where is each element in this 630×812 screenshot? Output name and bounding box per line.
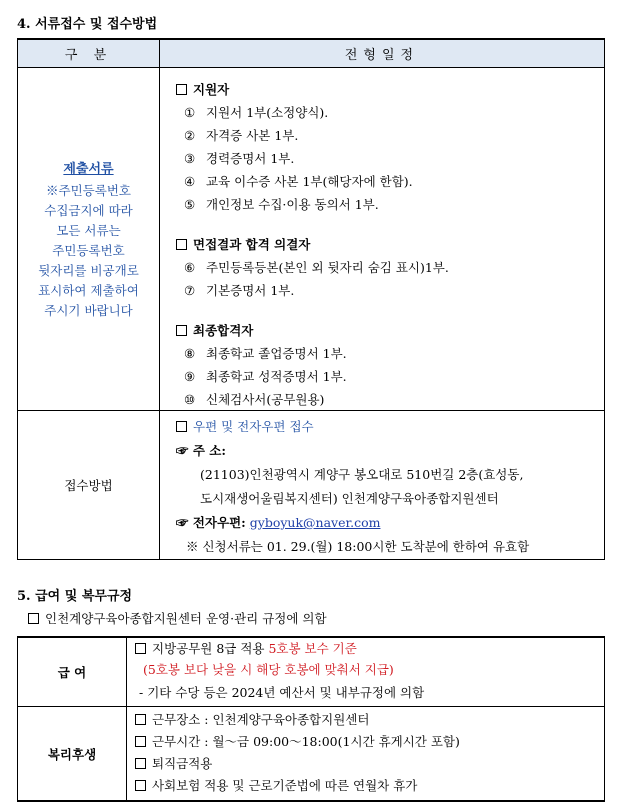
note-line: 표시하여 제출하여 [38,282,139,298]
list-item [184,258,449,276]
address-line-1: (21103)인천광역시 계양구 봉오대로 510번길 2층(효성동, [200,467,524,482]
item-text: 교육 이수증 사본 1부(해당자에 한함). [206,174,413,189]
section5-subtitle-text: 인천계양구육아종합지원센터 운영·관리 규정에 의함 [45,611,327,626]
pay-line-3: - 기타 수당 등은 2024년 예산서 및 내부규정에 의함 [139,685,425,700]
item-number: ④ [184,174,196,189]
address-line-2: 도시재생어울림복지센터) 인천계양구육아종합지원센터 [200,491,499,506]
item-number: ⑧ [184,346,196,361]
method-label: 접수방법 [64,478,113,493]
submit-docs-label-cell [18,68,160,411]
welfare-item-text: 근무시간 : 월～금 09:00～18:00(1시간 휴게시간 포함) [152,734,460,749]
item-text: 개인정보 수집·이용 동의서 1부. [206,197,379,212]
group-heading-text: 최종합격자 [193,323,254,338]
pay-line-1 [135,639,357,657]
item-number: ⑥ [184,260,196,275]
note-line: 뒷자리를 비공개로 [38,262,139,278]
checkbox-square-icon [135,714,146,725]
welfare-item [135,776,417,794]
item-text: 경력증명서 1부. [206,151,295,166]
section4-title: 4. 서류접수 및 접수방법 [17,17,158,32]
submit-docs-content-cell [160,68,605,411]
pay-label: 급 여 [18,637,127,707]
list-item [184,172,413,190]
email-row [176,513,380,531]
list-item [184,149,294,167]
pay-line-1-highlight: 5호봉 보수 기준 [268,641,357,656]
column-header-category: 구 분 [18,39,160,68]
group-heading-text: 지원자 [193,82,230,97]
section5-title: 5. 급여 및 복무규정 [17,589,133,604]
section5-subtitle [28,609,327,627]
welfare-label: 복리후생 [18,707,127,802]
welfare-item [135,732,460,750]
checkbox-square-icon [135,780,146,791]
pay-line-2: (5호봉 보다 낮을 시 해당 호봉에 맞춰서 지급) [143,662,394,677]
welfare-item [135,710,369,728]
item-text: 최종학교 성적증명서 1부. [206,369,347,384]
item-text: 신체검사서(공무원용) [206,392,325,407]
item-number: ① [184,105,196,120]
group-heading-text: 면접결과 합격 의결자 [193,237,311,252]
submit-docs-note [18,181,159,321]
list-item [184,126,298,144]
list-item [184,281,294,299]
method-content-cell [160,411,605,560]
welfare-item-text: 사회보험 적용 및 근로기준법에 따른 연월차 휴가 [152,778,418,793]
submission-table [17,38,605,560]
item-text: 자격증 사본 1부. [206,128,299,143]
item-text: 주민등록등본(본인 외 뒷자리 숨김 표시)1부. [206,260,449,275]
method-heading [176,417,314,435]
deadline-note: ※ 신청서류는 01. 29.(월) 18:00시한 도착분에 한하여 유효함 [186,539,530,554]
note-line: ※주민등록번호 [46,182,131,198]
group-heading-interview [176,235,310,253]
item-number: ⑦ [184,283,196,298]
note-line: 주시기 바랍니다 [44,302,133,318]
item-number: ③ [184,151,196,166]
address-label: ☞ 주 소: [176,443,226,458]
checkbox-square-icon [176,325,187,336]
welfare-item-text: 퇴직금적용 [152,756,213,771]
item-number: ⑨ [184,369,196,384]
note-line: 모든 서류는 [56,222,121,238]
pay-table [17,636,605,802]
item-text: 기본증명서 1부. [206,283,295,298]
item-number: ⑩ [184,392,196,407]
item-text: 최종학교 졸업증명서 1부. [206,346,347,361]
item-number: ② [184,128,196,143]
email-label: ☞ 전자우편: [176,515,246,530]
checkbox-square-icon [135,758,146,769]
list-item [184,195,379,213]
list-item [184,344,347,362]
checkbox-square-icon [176,84,187,95]
pay-line-1-text: 지방공무원 8급 적용 [152,641,269,656]
group-heading-final [176,321,253,339]
list-item [184,367,347,385]
list-item [184,103,328,121]
pay-content-cell [127,637,605,707]
note-line: 수집금지에 따라 [44,202,133,218]
item-number: ⑤ [184,197,196,212]
submit-docs-label: 제출서류 [63,161,114,177]
welfare-item-text: 근무장소 : 인천계양구육아종합지원센터 [152,712,370,727]
welfare-item [135,754,212,772]
checkbox-square-icon [28,613,39,624]
checkbox-square-icon [176,421,187,432]
welfare-content-cell [127,707,605,802]
method-heading-text: 우편 및 전자우편 접수 [193,419,314,434]
checkbox-square-icon [135,643,146,654]
note-line: 주민등록번호 [52,242,125,258]
column-header-schedule: 전형일정 [160,39,605,68]
group-heading-applicant [176,80,229,98]
method-label-cell [18,411,160,560]
email-link[interactable]: gyboyuk@naver.com [249,515,381,530]
checkbox-square-icon [176,239,187,250]
list-item [184,390,324,408]
item-text: 지원서 1부(소정양식). [206,105,329,120]
checkbox-square-icon [135,736,146,747]
